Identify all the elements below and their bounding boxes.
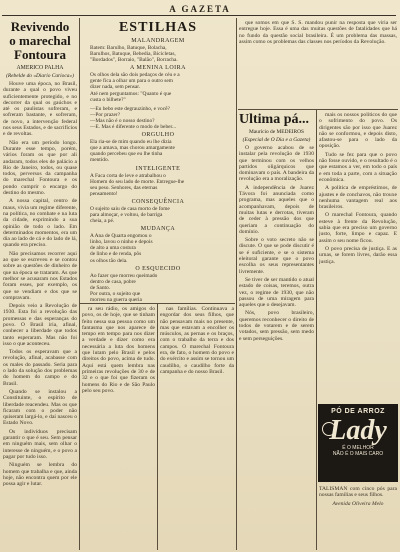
poem-line: —Mas não é o nosso destino? [90,117,155,124]
poem-line: que a amava, mas chorou amargamente [90,145,175,152]
center-lower-left [82,306,155,550]
column-rule [316,110,317,550]
poem-line: os olhos tão dela. [90,257,128,264]
paragraph: Sobre o voto secreto não se discute. O que se pode discutir é se é suficiente, e se o sistema eleitoral garante que o povo escolha os seus representantes livremente. [239,237,314,275]
headline-line-1: Revivendo [10,20,70,34]
center-lower-right [160,306,234,550]
headline-line-3: Fontoura [14,47,66,62]
paragraph: Quando se instalou a Constituinte, o espírito de liberdade reacendeu. Mas os que ficaram com o poder não quiseram largá-lo, e daí nasceu o Estado Novo. [3,388,77,427]
byline: Maurício de MEDEIROS [248,129,305,135]
paragraph: mais os nossos políticos do que o sofrimento do povo. Os dirigentes são por isso que Juarez não se conformou, e depois disto, afastou-se para o lado da oposição. [319,112,397,150]
poem-line: Por outra, o sujeito que [90,290,141,297]
poem-line: pensamento! [90,190,118,197]
byline: AMERICO PALHA [16,65,64,71]
paragraph: A política de empréstimos, de ajustes e de conchavos, não trouxe nenhuma vantagem real aos brasileiros. [319,185,397,211]
poem-line: quando percebeu que eu lhe tinha [90,151,163,158]
right-column-1 [239,112,314,550]
poem-body [82,139,234,163]
poem-body [82,173,234,197]
paragraph: Depois veio a Revolução de 1930. Esta foi a revolução das promessas e das esperanças do povo. O Brasil iria, afinal, conhecer a liberdade que todos tanto esperaram. Mas não foi isso o que aconteceu. [3,303,77,347]
advertisement [318,404,398,482]
poem-line: mentido. [90,157,110,164]
poem-title: MALANDRAGEM [131,38,185,44]
column-rule [79,18,80,550]
poem-line: morreu na guerra queria [90,297,142,302]
poem-line: dizer nada, sem pensar. [90,84,141,91]
paragraph: Tudo se fez para que o povo não fosse ouvido, e o resultado é o que estamos a ver, em todo o país e em toda a parte, com a situação econômica. [319,151,397,183]
poem-body [82,72,234,130]
masthead-rule [2,15,396,16]
paragraph: Ninguém se lembra do homem que trabalha e que, ainda hoje, não encontra quem por ele possa agir e lutar. [3,462,77,488]
poem-line: Os olhos dela são dois pedaços de céu e a [90,72,180,79]
poem-line: A Faca corta de leve e atrabalhou o [90,172,166,179]
column-rule [157,304,158,550]
poem-line: gente fica a olhar um para o outro sem [90,78,173,85]
byline-note: (Especial de O Dia e a Gazeta) [242,137,311,143]
poem-line: de linho e de renda, pôs [90,251,142,258]
poem-line: Batem: Barulho, Batuque, Bolacha, [90,45,167,51]
headline: Ultima pá... [239,112,309,127]
poem-line: A Ana de Quarta engomou o [90,233,152,240]
poem-line: custa o bilhete?" [90,96,126,103]
paragraph: Todos os esperavam que a revolução, afinal, acabasse com os males do passado. Seria para o lado da solução dos problemas do homem do campo e do Brasil. [3,349,77,387]
ad-brand: Lady [329,415,387,446]
poem-title: A MENINA LOIRA [130,65,186,72]
poem-line: cheia, a pé. [90,218,115,225]
poem-line: linho, lavou o ninho e depois [90,239,153,246]
ad-signature: Avenida Oliveira Melo [332,500,384,507]
poem-body [82,233,234,263]
paragraph: nas famílias. Continuava a engordar dos seus filhos, que não pensavam mais no presente, mas que estavam a encolher os músculos, as pernas e os braços, com o trabalho da terra e dos campos. O marechal Fontoura era, de fato, o homem do povo e do exército e assim se tornou um caudilho, o caudilho forte da campanha e do nosso Brasil. [160,306,234,375]
poem-line: dentro de casa, pobre [90,278,136,285]
poem-body [82,45,234,63]
paragraph: O governo acabou de se instalar pela revolução de 1930 que terminou com os velhos partidos oligárquicos que dominavam o país. A bandeira da revolução era a moralização. [239,145,314,183]
paragraph: O povo precisa de justiça. E as urnas, se forem livres, darão essa justiça. [319,245,397,265]
paragraph: O marechal Fontoura, quando esteve à frente da Revolução, sabia que era preciso um governo justo, forte, limpo e capaz. E assim o seu nome ficou. [319,212,397,244]
section-rule [238,109,398,110]
poem-line: Ao fazer que morreu queimado [90,272,158,279]
paragraph: Se tiver de ser mantido o atual estado de coisas, teremos, outra vez, o regime de 1930, que não passou de uma miragem para aqueles que o desejavam. [239,276,314,309]
poem-line: Ela ria-se de mim quando eu lhe dizia [90,139,172,146]
ad-tagline: É O MELHOR [342,445,374,451]
article-body [239,145,314,342]
poem-body [82,206,234,224]
poem-title: INTELIGENTE [135,165,181,172]
poem-title: O ESQUECIDO [135,265,181,272]
paragraph: ra seu rádio, os amigos do povo, os de hoje, que se tinham feito nessa sua pessoa como um fantasma que nos aparece de tempo em tempo para nos dizer a verdade e dizer como era necessária a luta dos homens que lutam pelo Brasil e pelos direitos do povo, acima de tudo. Aqui está quem lembra nas primeiras revoluções de 30 e de 32 e o que foi que fizeram os homens do Rio e de São Paulo pelo seu povo. [82,306,155,394]
paragraph: Houve uma época, no Brasil, durante a qual o povo viveu suficientemente protegido, e no decorrer da qual os gaúchos e até os paulistas sofreram, e sofreram bastante, e sofreram, de novo, a intervenção federal nos seus Estados, e de sacrifícios e de revoltas. [3,81,77,138]
paragraph: A nossa capital, centro de maus, vivia um regime diferente, na política, no combate e na luta da cidade, exprimindo a sua opinião de todo o lado. Em determinados momentos, era um dia ao lado de cá e do lado de lá, quando era preciso. [3,198,77,249]
poem-line: O sujeito saiu de casa morto de fome [90,205,170,212]
right-column-2 [319,112,397,402]
ad-tagline: NÃO É O MAIS CARO [332,451,384,457]
paragraph: que somos em que S. S. mandou punir na resposta que viria ser entregue hoje. Essa é uma das muitas questões de fatalidades que há no fundo da questão social brasileira. É um problema das massas, assim como os problemas das classes nos períodos da Revolução. [239,20,397,45]
poem-title: ORGULHO [141,132,175,139]
poem-line: "Bordados", Borraio, "Balão", Borracha. [90,57,178,64]
paragraph: A independência de Juarez Távora foi anunciada como programa, mas aqueles que o acompanhavam, depois de muitas lutas e derrotas, tiveram de ceder à pressão dos que queriam a continuação do domínio. [239,184,314,235]
poem-line: Barulhos, Batuque, Bebedia, Bicicletas, [90,51,176,58]
byline-note: (Rebelde do «Diario Carioca») [6,73,74,79]
right-top-text [239,20,397,108]
paragraph: Nós, povo brasileiro, queremos reconhecer o direito de todos de votarem e de serem votados, sem pressão, sem medo e sem perseguições. [239,310,314,342]
article-body [3,81,77,487]
left-column [3,20,77,550]
estilhas-section [82,20,234,302]
section-title: ESTILHAS [118,20,198,35]
poem-line: Até nem perguntamos: "Quanto é que [90,90,172,97]
poem-line: seu peso. Senhores, das eternas [90,184,158,191]
poem-body [82,273,234,302]
paragraph: TALISMAN com cinco pós para nossas famílias e seus filhos. [319,486,397,499]
ad-product: PÓ DE ARROZ [331,408,385,415]
paragraph: Não era um período longo. Durante esse tempo, porém, vários foram os que por ali andaram, todos eles de palácio a Rio de Janeiro, todos, ou quase todos, perversos da campanha do marechal Fontoura e os pondo cumprir o encargo do destino do mesmo. [3,139,77,197]
ad-emblem-icon [322,422,336,436]
poem-title: MUDANÇA [140,226,176,233]
paragraph: Não precisamos recorrer aqui ao que se escreveu e se contou sobre as questões de dinheiro de que na época se trataram. As que melhor se acusaram nos Estados foram esses, por exemplo, os que se vendiam e dos que se compravam. [3,250,77,301]
headline-line-2: o marechal [9,33,71,48]
poem-line: Homem do seu lado de morte. Entregue-lhe [90,178,185,185]
poem-title: CONSEQUÊNCIA [131,198,185,205]
poem-line: —Por prazer? [90,111,121,118]
poem-line: —E. Mas é diferente o modo de beber... [90,124,177,131]
poem-line: para almoçar, e voltou, de barriga [90,211,163,218]
paragraph: Os indivíduos precisam garantir o que é seu. Sem pensar em ninguém mais, sem olhar o interesse de ninguém, e o povo a pagar por tudo isso. [3,428,77,460]
poem-line: de alto a uma costura [90,245,136,252]
column-rule [236,18,237,550]
poem-line: de Santo. [90,284,111,291]
masthead: A GAZETA [169,4,231,14]
ad-copy [319,486,397,550]
poem-line: —Eu bebo este degrauzinho, e você? [90,105,170,112]
